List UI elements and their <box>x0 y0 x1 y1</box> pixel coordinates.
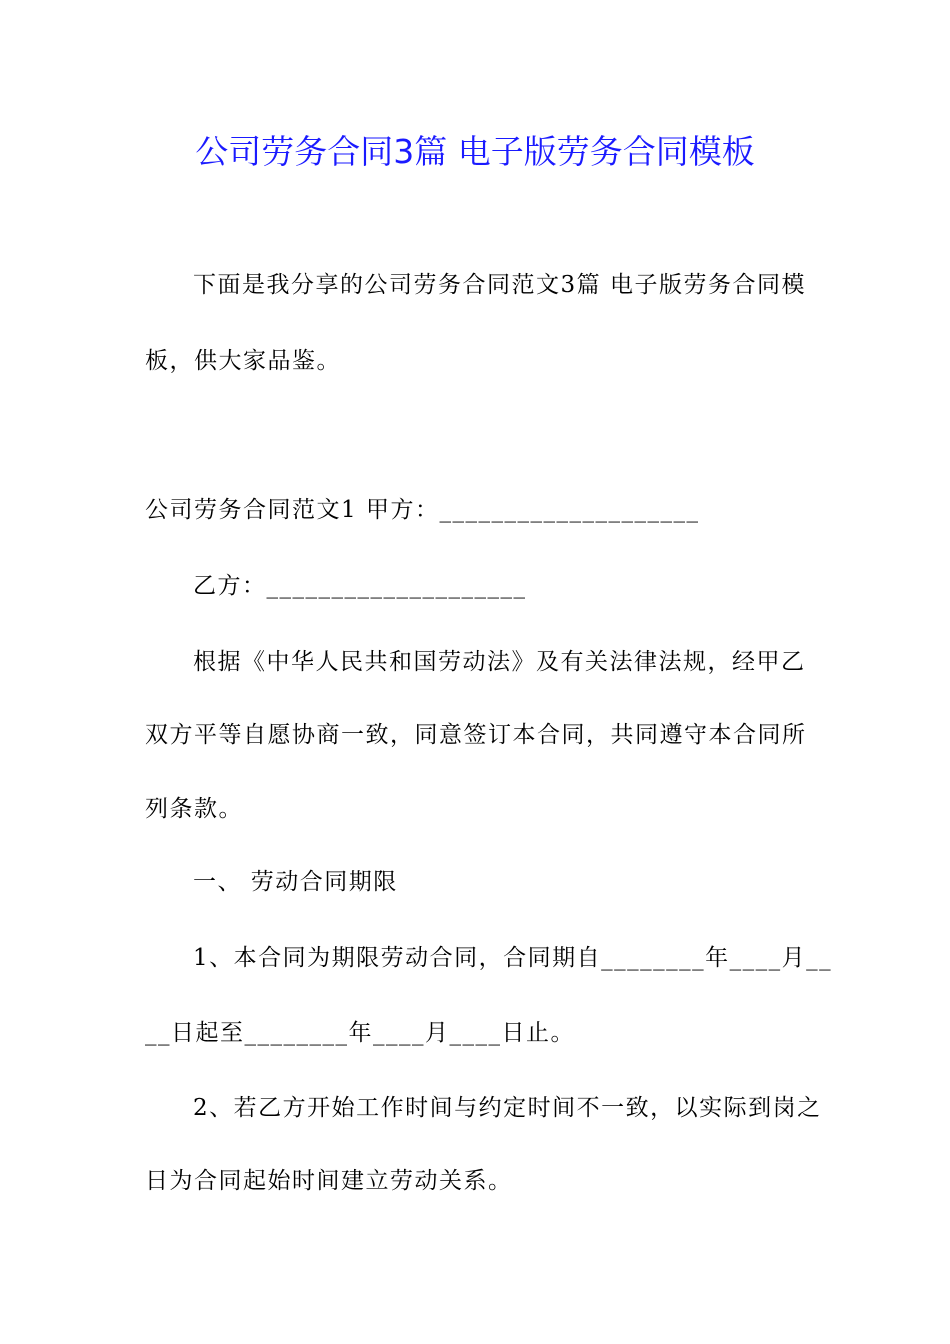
section-heading: 一、 劳动合同期限 <box>193 869 398 895</box>
preamble-line-1: 根据《中华人民共和国劳动法》及有关法律法规，经甲乙 <box>193 649 806 675</box>
clause-1-line-2: __日起至________年____月____日止。 <box>145 1020 575 1046</box>
preamble-line-3: 列条款。 <box>145 796 243 822</box>
party-b-line: 乙方：____________________ <box>193 573 527 599</box>
clause-2-line-1: 2、若乙方开始工作时间与约定时间不一致，以实际到岗之 <box>193 1095 822 1121</box>
document-title: 公司劳务合同3篇 电子版劳务合同模板 <box>195 132 755 171</box>
preamble-line-2: 双方平等自愿协商一致，同意签订本合同，共同遵守本合同所 <box>145 722 807 748</box>
clause-1-line-1: 1、本合同为期限劳动合同，合同期自________年____月__ <box>193 945 833 971</box>
contract-heading-party-a: 公司劳务合同范文1 甲方：____________________ <box>145 497 700 523</box>
intro-line-2: 板，供大家品鉴。 <box>145 348 341 374</box>
clause-2-line-2: 日为合同起始时间建立劳动关系。 <box>145 1168 513 1194</box>
intro-line-1: 下面是我分享的公司劳务合同范文3篇 电子版劳务合同模 <box>193 272 806 298</box>
